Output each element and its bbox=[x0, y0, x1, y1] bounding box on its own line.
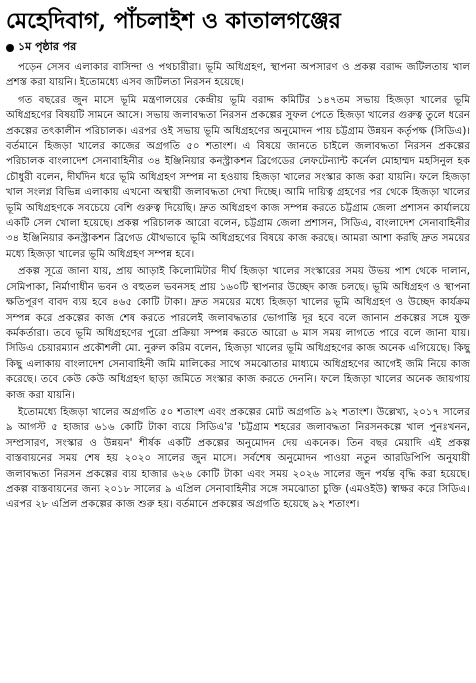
continued-text: ১ম পৃষ্ঠার পর bbox=[18, 40, 77, 53]
article-paragraph: প্রকল্প সূত্রে জানা যায়, প্রায় আড়াই কিলোমিটার দীর্ঘ হিজড়া খালের সংস্কারের সময় উভয় পাশ থেকে দালান, সেমিপাকা, নির্মাণাধীন ভবন ও বহুতল ভবনসহ প্রায় ১৬০টি স্থাপনার উচ্ছেদ কাজ চলছে। ভূমি অধিগ্রহণ ও স্থাপনা ক্ষতিপূরণ বাবদ ব্যয় হবে ৪৬৫ কোটি টাকা। দ্রুত সময়ের মধ্যে হিজড়া খালের ভূমি অধিগ্রহণ ও উচ্ছেদ কার্যক্রম সম্পন্ন করে প্রকল্পের কাজ শেষ করতে পারলেই জলাবদ্ধতার ভোগান্তি দূর হবে বলে জানান প্রকল্পের সঙ্গে যুক্ত কর্মকর্তারা। তবে ভূমি অধিগ্রহণের পুরো প্রক্রিয়া সম্পন্ন করতে আরো ৬ মাস সময় লাগতে পারে বলে জানা যায়। সিডিএ চেয়ারম্যান প্রকৌশলী মো. নুরুল করিম বলেন, হিজড়া খালের ভূমি অধিগ্রহণের কাজ অনেক এগিয়েছে। কিছু কিছু এলাকায় বাংলাদেশ সেনাবাহিনী জমি মালিকের সাথে সমঝোতার মাধ্যমে অধিগ্রহণের আগেই জমি নিয়ে কাজ করেছে। তবে কেউ কেউ অধিগ্রহণ ছাড়া জমিতে সংস্কার কাজ করতে দেননি। ফলে হিজড়া খালের অনেক জায়গায় কাজ করা যায়নি। bbox=[6, 266, 470, 401]
continued-from-label bbox=[6, 38, 470, 57]
article-paragraph: পড়েন সেসব এলাকার বাসিন্দা ও পথচারীরা। ভূমি অধিগ্রহণ, স্থাপনা অপসারণ ও প্রকল্প বরাদ্দ জটিলতায় খাল প্রশস্ত করা যায়নি। ইতোমধ্যে এসব জটিলতা নিরসন হয়েছে। bbox=[6, 62, 470, 89]
article-headline: মেহেদিবাগ, পাঁচলাইশ ও কাতালগঞ্জের bbox=[6, 8, 341, 34]
article-paragraph: ইতোমধ্যে হিজড়া খালের অগ্রগতি ৫০ শতাংশ এবং প্রকল্পের মোট অগ্রগতি ৯২ শতাংশ। উল্লেখ্য, ২০১৭ সালের ৯ আগস্ট ৫ হাজার ৬১৬ কোটি টাকা ব্যয়ে সিডিএ'র 'চট্টগ্রাম শহরের জলাবদ্ধতা নিরসনকল্পে খাল পুনঃখনন, সম্প্রসারণ, সংস্কার ও উন্নয়ন' শীর্ষক একটি প্রকল্পের অনুমোদন দেয় একনেক। তিন বছর মেয়াদি এই প্রকল্প বাস্তবায়নের সময় শেষ হয় ২০২০ সালের জুন মাসে। সর্বশেষ অনুমোদন পাওয়া নতুন আরডিপিপি অনুযায়ী জলাবদ্ধতা নিরসন প্রকল্পের ব্যয় হাজার ৬২৬ কোটি টাকা এবং সময় ২০২৬ সালের জুন পর্যন্ত বৃদ্ধি করা হয়েছে। প্রকল্প বাস্তবায়নের জন্য ২০১৮ সালের ৯ এপ্রিল সেনাবাহিনীর সঙ্গে সমঝোতা চুক্তি (এমওইউ) স্বাক্ষর করে সিডিএ। এরপর ২৮ এপ্রিল প্রকল্পের কাজ শুরু হয়। বর্তমানে প্রকল্পের অগ্রগতি হয়েছে ৯২ শতাংশ। bbox=[6, 406, 470, 511]
article-paragraph: গত বছরের জুন মাসে ভূমি মন্ত্রণালয়ের কেন্দ্রীয় ভূমি বরাদ্দ কমিটির ১৪৭তম সভায় হিজড়া খালের ভূমি অধিগ্রহণের বিষয়টি সামনে আসে। সভায় জলাবদ্ধতা নিরসন প্রকল্পের সুফল পেতে হিজড়া খালের গুরুত্ব তুলে ধরেন প্রকল্পের তৎকালীন পরিচালক। এরপর ওই সভায় ভূমি অধিগ্রহণের অনুমোদন পায় চট্টগ্রাম উন্নয়ন কর্তৃপক্ষ (সিডিএ)। বর্তমানে হিজড়া খালের কাজের অগ্রগতি ৫০ শতাংশ। এ বিষয়ে জানতে চাইলে জলাবদ্ধতা নিরসন প্রকল্পের পরিচালক বাংলাদেশ সেনাবাহিনীর ৩৪ ইঞ্জিনিয়ার কনস্ট্রাকশন ব্রিগেডের লেফটেন্যান্ট কর্নেল মোহাম্মদ মহসিনুল হক চৌধুরী বলেন, দীর্ঘদিন ধরে ভূমি অধিগ্রহণ সম্পন্ন না হওয়ায় হিজড়া খালের সংস্কার কাজ করা যায়নি। ফলে হিজড়া খাল সংলগ্ন বিভিন্ন এলাকায় এখনো অস্থায়ী জলাবদ্ধতা দেখা দিচ্ছে। আমি দায়িত্ব গ্রহণের পর থেকে হিজড়া খালের ভূমি অধিগ্রহণকে সবচেয়ে বেশি গুরুত্ব দিয়েছি। দ্রুত অধিগ্রহণ কাজ সম্পন্ন করতে চট্টগ্রাম জেলা প্রশাসন কার্যালয়ে একটি সেল খোলা হয়েছে। প্রকল্প পরিচালক আরো বলেন, চট্টগ্রাম জেলা প্রশাসন, সিডিএ, বাংলাদেশ সেনাবাহিনীর ৩৪ ইঞ্জিনিয়ার কনস্ট্রাকশন ব্রিগেড যৌথভাবে ভূমি অধিগ্রহণের বিষয়ে কাজ করছে। আমরা আশা করছি দ্রুত সময়ের মধ্যে হিজড়া খালের ভূমি অধিগ্রহণ সম্পন্ন হবে। bbox=[6, 94, 470, 260]
bullet-icon bbox=[6, 44, 14, 52]
